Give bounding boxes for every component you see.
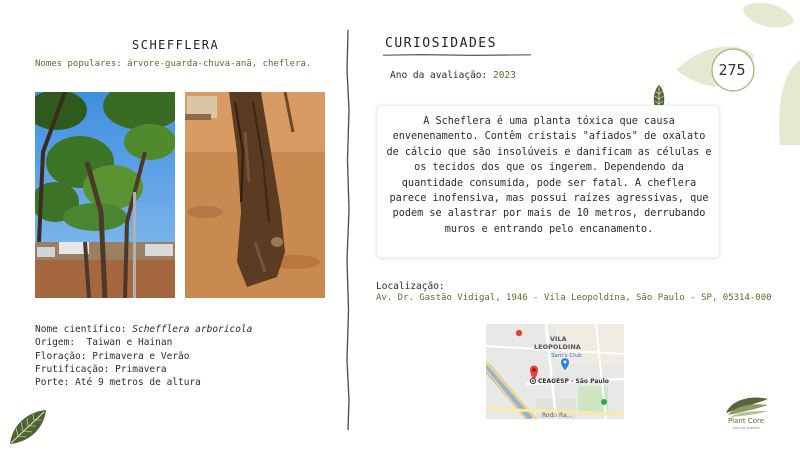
fact-size	[35, 376, 252, 389]
map-district-label: VILA	[550, 335, 567, 343]
entry-number: 275	[718, 61, 746, 79]
fact-value: Até 9 metros de altura	[75, 377, 201, 389]
fact-label: Floração:	[35, 350, 87, 362]
tree-photo	[35, 92, 175, 298]
fact-value: Primavera	[115, 363, 167, 375]
map-place-label: CEAGESP - São Paulo	[538, 378, 609, 385]
brand-tagline: guia de plantas	[732, 426, 760, 430]
fact-value: Taiwan e Hainan	[86, 337, 173, 349]
map-road-label: Rodo Ra...	[542, 412, 573, 419]
fact-flowering	[35, 350, 252, 363]
fact-value: Schefflera arboricola	[132, 324, 253, 335]
trunk-photo	[185, 92, 325, 298]
column-divider	[344, 30, 352, 430]
map-district-label: LEOPOLDINA	[534, 343, 581, 351]
fact-label: Frutificação:	[35, 363, 110, 375]
fact-label: Origem:	[35, 337, 76, 349]
location-map[interactable]	[486, 324, 624, 419]
fact-scientific-name	[35, 323, 252, 336]
location-address: Av. Dr. Gastão Vidigal, 1946 - Vila Leopoldina, São Paulo - SP, 05314-000	[376, 293, 772, 303]
plant-facts	[35, 323, 252, 389]
plant-name-heading: SCHEFFLERA	[132, 38, 220, 52]
popular-names-label: Nomes populares:	[35, 59, 122, 69]
curiosities-heading: CURIOSIDADES	[385, 36, 497, 51]
leaf-icon	[8, 408, 48, 446]
fact-value: Primavera e Verão	[92, 350, 190, 362]
map-store-label: Sam's Club	[551, 353, 582, 359]
evaluation-label: Ano da avaliação:	[390, 70, 488, 81]
fact-label: Nome científico:	[35, 324, 127, 335]
heading-underline	[383, 52, 531, 58]
curiosities-text: A Scheflera é uma planta tóxica que causa envenenamento. Contêm cristais "afiados" de oxalato de cálcio que são insolúveis e danificam as células e os tecidos dos que os ingerem. Dependendo da quantidade consumida, pode ser fatal. A cheflera parece inofensiva, mas possui raízes agressivas, que podem se alastrar por mais de 10 metros, derrubando muros e entrando pelo encanamento.	[386, 116, 712, 235]
evaluation-value: 2023	[492, 70, 516, 81]
brand-name: Plant Core	[727, 417, 765, 425]
curiosities-card	[376, 105, 720, 258]
location-label: Localização:	[376, 281, 445, 292]
evaluation-year	[390, 70, 516, 81]
fact-origin	[35, 336, 252, 349]
popular-names	[35, 59, 335, 69]
fact-label: Porte:	[35, 377, 70, 389]
popular-names-value: árvore-guarda-chuva-anã, cheflera.	[127, 59, 312, 69]
fact-fruiting	[35, 363, 252, 376]
